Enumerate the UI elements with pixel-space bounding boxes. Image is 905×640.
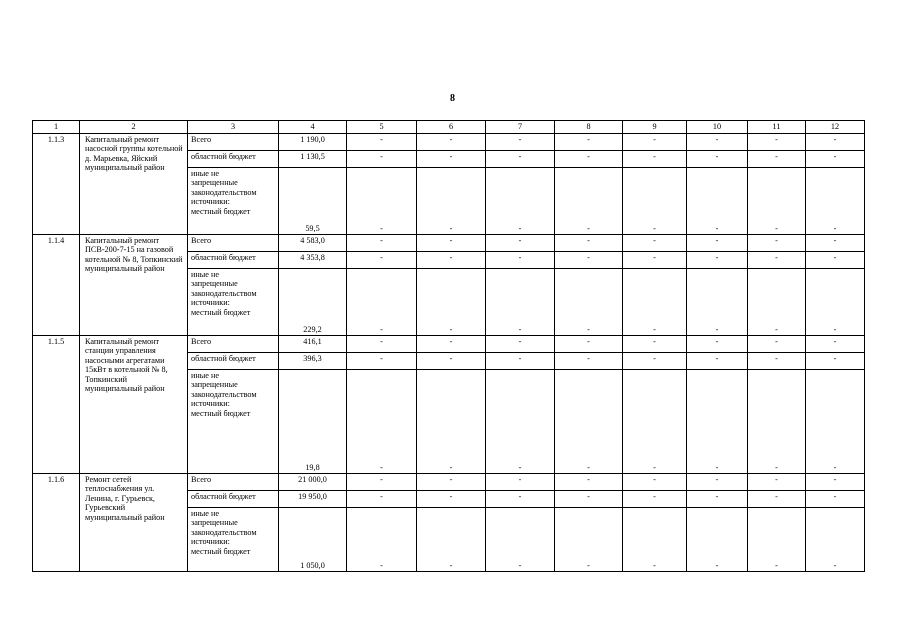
dash-cell: - xyxy=(623,269,687,336)
source-line: источники: xyxy=(191,537,230,547)
dash-cell: - xyxy=(417,353,486,370)
dash-cell: - xyxy=(687,508,748,572)
col-header: 6 xyxy=(417,121,486,134)
dash-cell: - xyxy=(748,508,806,572)
dash-cell: - xyxy=(687,353,748,370)
dash-cell: - xyxy=(623,235,687,252)
source-regional-label: областной бюджет xyxy=(188,491,279,508)
dash-cell: - xyxy=(555,370,623,474)
dash-cell: - xyxy=(347,269,417,336)
value-regional: 396,3 xyxy=(279,353,347,370)
dash-cell: - xyxy=(555,336,623,353)
value-total: 416,1 xyxy=(279,336,347,353)
source-line: иные не xyxy=(191,169,219,178)
dash-cell: - xyxy=(486,336,555,353)
dash-cell: - xyxy=(417,336,486,353)
source-regional-label: областной бюджет xyxy=(188,353,279,370)
dash-cell: - xyxy=(687,134,748,151)
dash-cell: - xyxy=(687,151,748,168)
source-line: источники: xyxy=(191,399,230,409)
col-header: 12 xyxy=(806,121,865,134)
dash-cell: - xyxy=(417,269,486,336)
dash-cell: - xyxy=(806,252,865,269)
dash-cell: - xyxy=(748,134,806,151)
dash-cell: - xyxy=(555,269,623,336)
financing-table xyxy=(32,120,865,572)
dash-cell: - xyxy=(623,336,687,353)
dash-cell: - xyxy=(347,252,417,269)
source-other-label xyxy=(188,370,279,474)
table-row xyxy=(33,336,865,353)
value-total: 1 190,0 xyxy=(279,134,347,151)
source-line: законодательством xyxy=(191,527,257,537)
dash-cell: - xyxy=(486,269,555,336)
header-row xyxy=(33,121,865,134)
dash-cell: - xyxy=(687,168,748,235)
dash-cell: - xyxy=(347,235,417,252)
dash-cell: - xyxy=(555,151,623,168)
value-local: 229,2 xyxy=(279,269,347,336)
dash-cell: - xyxy=(623,474,687,491)
dash-cell: - xyxy=(486,508,555,572)
dash-cell: - xyxy=(806,235,865,252)
dash-cell: - xyxy=(417,168,486,235)
dash-cell: - xyxy=(555,508,623,572)
col-header: 1 xyxy=(33,121,80,134)
dash-cell: - xyxy=(555,353,623,370)
dash-cell: - xyxy=(806,370,865,474)
dash-cell: - xyxy=(347,168,417,235)
dash-cell: - xyxy=(748,336,806,353)
dash-cell: - xyxy=(347,491,417,508)
dash-cell: - xyxy=(417,491,486,508)
source-line: источники: xyxy=(191,298,230,308)
value-regional: 4 353,8 xyxy=(279,252,347,269)
dash-cell: - xyxy=(555,168,623,235)
dash-cell: - xyxy=(687,269,748,336)
dash-cell: - xyxy=(347,134,417,151)
source-line: запрещенные xyxy=(191,380,238,390)
dash-cell: - xyxy=(417,151,486,168)
source-line: иные не xyxy=(191,509,219,518)
dash-cell: - xyxy=(555,235,623,252)
source-line: запрещенные xyxy=(191,178,238,188)
source-other-label xyxy=(188,168,279,235)
dash-cell: - xyxy=(748,370,806,474)
dash-cell: - xyxy=(687,336,748,353)
value-local: 1 050,0 xyxy=(279,508,347,572)
col-header: 3 xyxy=(188,121,279,134)
dash-cell: - xyxy=(417,508,486,572)
value-total: 21 000,0 xyxy=(279,474,347,491)
col-header: 10 xyxy=(687,121,748,134)
table-row xyxy=(33,235,865,252)
dash-cell: - xyxy=(347,336,417,353)
dash-cell: - xyxy=(486,370,555,474)
dash-cell: - xyxy=(623,508,687,572)
source-line: иные не xyxy=(191,371,219,380)
dash-cell: - xyxy=(486,168,555,235)
source-line: запрещенные xyxy=(191,518,238,528)
col-header: 11 xyxy=(748,121,806,134)
dash-cell: - xyxy=(417,370,486,474)
dash-cell: - xyxy=(687,235,748,252)
source-line: законодательством xyxy=(191,187,257,197)
dash-cell: - xyxy=(417,252,486,269)
dash-cell: - xyxy=(687,370,748,474)
dash-cell: - xyxy=(748,235,806,252)
source-line: иные не xyxy=(191,270,219,279)
dash-cell: - xyxy=(748,252,806,269)
table-row xyxy=(33,134,865,151)
source-regional-label: областной бюджет xyxy=(188,252,279,269)
col-header: 7 xyxy=(486,121,555,134)
dash-cell: - xyxy=(748,269,806,336)
source-regional-label: областной бюджет xyxy=(188,151,279,168)
dash-cell: - xyxy=(486,151,555,168)
dash-cell: - xyxy=(486,252,555,269)
dash-cell: - xyxy=(687,252,748,269)
source-other-label xyxy=(188,508,279,572)
dash-cell: - xyxy=(806,151,865,168)
dash-cell: - xyxy=(806,353,865,370)
dash-cell: - xyxy=(555,491,623,508)
source-total-label: Всего xyxy=(188,474,279,491)
col-header: 9 xyxy=(623,121,687,134)
dash-cell: - xyxy=(417,134,486,151)
dash-cell: - xyxy=(347,353,417,370)
dash-cell: - xyxy=(623,491,687,508)
source-total-label: Всего xyxy=(188,235,279,252)
row-number: 1.1.6 xyxy=(33,474,80,572)
dash-cell: - xyxy=(687,491,748,508)
source-line: запрещенные xyxy=(191,279,238,289)
dash-cell: - xyxy=(623,370,687,474)
dash-cell: - xyxy=(806,336,865,353)
dash-cell: - xyxy=(486,134,555,151)
value-local: 59,5 xyxy=(279,168,347,235)
measure-name: Капитальный ремонт ПСВ-200-7-15 на газовой котельной № 8, Топкинский муниципальный район xyxy=(80,235,188,336)
dash-cell: - xyxy=(748,474,806,491)
value-regional: 19 950,0 xyxy=(279,491,347,508)
col-header: 5 xyxy=(347,121,417,134)
value-regional: 1 130,5 xyxy=(279,151,347,168)
dash-cell: - xyxy=(417,474,486,491)
dash-cell: - xyxy=(555,474,623,491)
source-line: источники: xyxy=(191,197,230,207)
page-number: 8 xyxy=(450,93,455,104)
source-total-label: Всего xyxy=(188,134,279,151)
dash-cell: - xyxy=(417,235,486,252)
row-number: 1.1.3 xyxy=(33,134,80,235)
dash-cell: - xyxy=(687,474,748,491)
source-total-label: Всего xyxy=(188,336,279,353)
source-line: местный бюджет xyxy=(191,546,251,556)
dash-cell: - xyxy=(347,474,417,491)
dash-cell: - xyxy=(806,508,865,572)
dash-cell: - xyxy=(486,491,555,508)
dash-cell: - xyxy=(347,370,417,474)
row-number: 1.1.5 xyxy=(33,336,80,474)
dash-cell: - xyxy=(623,151,687,168)
dash-cell: - xyxy=(806,168,865,235)
measure-name: Капитальный ремонт насосной группы котельной д. Марьевка, Яйский муниципальный район xyxy=(80,134,188,235)
measure-name: Капитальный ремонт станции управления насосными агрегатами 15кВт в котельной № 8, Топкинский муниципальный район xyxy=(80,336,188,474)
dash-cell: - xyxy=(623,168,687,235)
dash-cell: - xyxy=(486,235,555,252)
dash-cell: - xyxy=(555,252,623,269)
dash-cell: - xyxy=(748,353,806,370)
dash-cell: - xyxy=(623,134,687,151)
dash-cell: - xyxy=(623,353,687,370)
value-local: 19,8 xyxy=(279,370,347,474)
dash-cell: - xyxy=(486,353,555,370)
dash-cell: - xyxy=(806,491,865,508)
dash-cell: - xyxy=(555,134,623,151)
dash-cell: - xyxy=(623,252,687,269)
source-line: местный бюджет xyxy=(191,206,251,216)
dash-cell: - xyxy=(347,151,417,168)
dash-cell: - xyxy=(806,474,865,491)
dash-cell: - xyxy=(486,474,555,491)
value-total: 4 583,0 xyxy=(279,235,347,252)
measure-name: Ремонт сетей теплоснабжения ул. Ленина, г. Гурьевск, Гурьевский муниципальный район xyxy=(80,474,188,572)
col-header: 8 xyxy=(555,121,623,134)
dash-cell: - xyxy=(806,269,865,336)
source-line: местный бюджет xyxy=(191,307,251,317)
col-header: 4 xyxy=(279,121,347,134)
dash-cell: - xyxy=(748,151,806,168)
source-line: законодательством xyxy=(191,389,257,399)
dash-cell: - xyxy=(748,168,806,235)
col-header: 2 xyxy=(80,121,188,134)
source-line: местный бюджет xyxy=(191,408,251,418)
dash-cell: - xyxy=(347,508,417,572)
row-number: 1.1.4 xyxy=(33,235,80,336)
source-other-label xyxy=(188,269,279,336)
source-line: законодательством xyxy=(191,288,257,298)
dash-cell: - xyxy=(748,491,806,508)
dash-cell: - xyxy=(806,134,865,151)
table-row xyxy=(33,474,865,491)
